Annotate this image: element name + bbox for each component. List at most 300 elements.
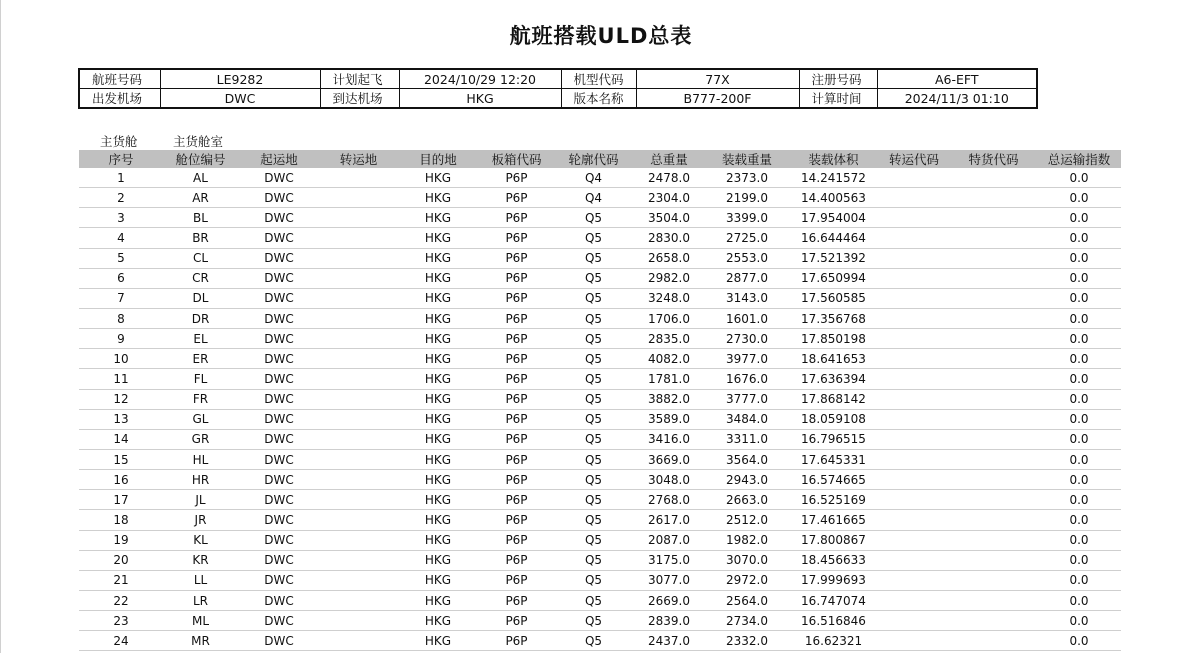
table-cell: 22 <box>79 590 163 610</box>
column-header: 总运输指数 <box>1037 150 1121 168</box>
table-row <box>79 329 1121 349</box>
column-header: 目的地 <box>397 150 479 168</box>
table-cell: HKG <box>397 208 479 228</box>
table-cell <box>950 228 1037 248</box>
table-cell: HKG <box>397 550 479 570</box>
table-cell: DR <box>163 308 238 328</box>
table-cell: Q5 <box>554 208 633 228</box>
table-cell: 0.0 <box>1037 409 1121 429</box>
section-label: 主货舱 <box>100 134 138 149</box>
table-cell: Q5 <box>554 308 633 328</box>
table-cell: 0.0 <box>1037 550 1121 570</box>
uld-table <box>79 150 1121 651</box>
table-cell: 0.0 <box>1037 329 1121 349</box>
table-cell: 16.747074 <box>789 590 878 610</box>
table-cell: 23 <box>79 611 163 631</box>
info-value: LE9282 <box>160 69 320 89</box>
info-label: 机型代码 <box>561 69 636 89</box>
table-cell: DWC <box>238 389 320 409</box>
table-cell: 2734.0 <box>705 611 789 631</box>
table-cell: 17.645331 <box>789 449 878 469</box>
table-cell: HKG <box>397 168 479 188</box>
info-value: 77X <box>636 69 799 89</box>
column-header: 总重量 <box>633 150 705 168</box>
table-cell <box>320 409 397 429</box>
table-cell: 20 <box>79 550 163 570</box>
table-cell <box>878 530 950 550</box>
table-cell <box>878 550 950 570</box>
table-cell <box>878 208 950 228</box>
table-cell <box>320 369 397 389</box>
table-cell <box>950 470 1037 490</box>
table-cell: 18.456633 <box>789 550 878 570</box>
table-cell: HKG <box>397 349 479 369</box>
table-cell: 2564.0 <box>705 590 789 610</box>
table-cell: CL <box>163 248 238 268</box>
table-cell <box>320 268 397 288</box>
table-cell: 13 <box>79 409 163 429</box>
table-cell: 0.0 <box>1037 268 1121 288</box>
table-row <box>79 248 1121 268</box>
table-cell: BR <box>163 228 238 248</box>
table-cell: DWC <box>238 550 320 570</box>
table-row <box>79 631 1121 651</box>
table-row <box>79 611 1121 631</box>
table-cell <box>950 449 1037 469</box>
table-cell <box>950 490 1037 510</box>
table-cell: FL <box>163 369 238 389</box>
table-cell: 17.999693 <box>789 570 878 590</box>
table-cell: 2 <box>79 188 163 208</box>
table-cell: 2663.0 <box>705 490 789 510</box>
table-cell: CR <box>163 268 238 288</box>
table-cell: DWC <box>238 188 320 208</box>
table-cell <box>878 490 950 510</box>
table-cell <box>320 168 397 188</box>
table-cell: HKG <box>397 611 479 631</box>
table-cell: 3143.0 <box>705 288 789 308</box>
table-cell <box>950 429 1037 449</box>
table-cell: 17.800867 <box>789 530 878 550</box>
table-cell: 1601.0 <box>705 308 789 328</box>
table-row <box>79 429 1121 449</box>
table-cell: Q5 <box>554 449 633 469</box>
table-cell: DWC <box>238 329 320 349</box>
table-row <box>79 369 1121 389</box>
table-cell: Q5 <box>554 631 633 651</box>
table-cell: HKG <box>397 188 479 208</box>
table-cell <box>878 308 950 328</box>
table-cell: Q4 <box>554 168 633 188</box>
table-cell: HKG <box>397 288 479 308</box>
section-sublabel: 主货舱室 <box>173 134 224 149</box>
table-cell: P6P <box>479 530 554 550</box>
table-cell: 3564.0 <box>705 449 789 469</box>
table-cell: DWC <box>238 470 320 490</box>
table-cell: P6P <box>479 550 554 570</box>
table-cell: 3977.0 <box>705 349 789 369</box>
table-cell: 17.521392 <box>789 248 878 268</box>
table-row <box>79 208 1121 228</box>
table-cell <box>950 248 1037 268</box>
table-cell: 0.0 <box>1037 369 1121 389</box>
info-value: 2024/10/29 12:20 <box>399 69 561 89</box>
table-cell: 2658.0 <box>633 248 705 268</box>
table-cell: DWC <box>238 369 320 389</box>
table-cell: 0.0 <box>1037 228 1121 248</box>
column-header: 装载重量 <box>705 150 789 168</box>
table-cell: P6P <box>479 168 554 188</box>
table-cell <box>320 288 397 308</box>
table-cell: DL <box>163 288 238 308</box>
table-cell: 2943.0 <box>705 470 789 490</box>
table-cell: P6P <box>479 490 554 510</box>
table-cell: 3416.0 <box>633 429 705 449</box>
table-cell: P6P <box>479 389 554 409</box>
table-cell: HKG <box>397 429 479 449</box>
table-cell: LL <box>163 570 238 590</box>
table-cell: P6P <box>479 409 554 429</box>
table-cell: 5 <box>79 248 163 268</box>
column-header: 板箱代码 <box>479 150 554 168</box>
table-cell: GR <box>163 429 238 449</box>
table-cell: Q5 <box>554 510 633 530</box>
table-cell: Q5 <box>554 409 633 429</box>
table-cell: DWC <box>238 429 320 449</box>
table-cell <box>878 590 950 610</box>
table-cell <box>320 449 397 469</box>
table-cell: DWC <box>238 349 320 369</box>
table-cell <box>878 429 950 449</box>
table-cell: 0.0 <box>1037 611 1121 631</box>
table-cell: Q5 <box>554 429 633 449</box>
table-row <box>79 308 1121 328</box>
table-cell: 3504.0 <box>633 208 705 228</box>
table-cell: 0.0 <box>1037 490 1121 510</box>
column-header: 特货代码 <box>950 150 1037 168</box>
table-cell: 3399.0 <box>705 208 789 228</box>
info-row <box>79 69 1037 89</box>
table-cell: AR <box>163 188 238 208</box>
table-cell: HKG <box>397 228 479 248</box>
table-cell: DWC <box>238 490 320 510</box>
table-cell: KR <box>163 550 238 570</box>
table-cell: 0.0 <box>1037 510 1121 530</box>
table-cell: KL <box>163 530 238 550</box>
table-row <box>79 288 1121 308</box>
table-cell: DWC <box>238 631 320 651</box>
table-cell: BL <box>163 208 238 228</box>
table-cell <box>320 188 397 208</box>
table-cell: P6P <box>479 248 554 268</box>
table-cell: 2478.0 <box>633 168 705 188</box>
table-cell <box>320 550 397 570</box>
info-value: HKG <box>399 89 561 109</box>
info-label: 版本名称 <box>561 89 636 109</box>
table-cell: 17.356768 <box>789 308 878 328</box>
table-cell: 1676.0 <box>705 369 789 389</box>
table-cell: 2437.0 <box>633 631 705 651</box>
table-cell: Q5 <box>554 329 633 349</box>
table-cell <box>950 611 1037 631</box>
table-cell <box>950 590 1037 610</box>
table-cell: LR <box>163 590 238 610</box>
table-row <box>79 228 1121 248</box>
table-cell: P6P <box>479 308 554 328</box>
table-cell <box>950 510 1037 530</box>
info-value: 2024/11/3 01:10 <box>877 89 1037 109</box>
table-cell: 17 <box>79 490 163 510</box>
table-cell: 17.650994 <box>789 268 878 288</box>
table-cell <box>320 349 397 369</box>
table-cell: 2835.0 <box>633 329 705 349</box>
table-row <box>79 188 1121 208</box>
table-row <box>79 490 1121 510</box>
table-cell <box>878 510 950 530</box>
table-row <box>79 449 1121 469</box>
table-cell: AL <box>163 168 238 188</box>
info-value: B777-200F <box>636 89 799 109</box>
table-cell: P6P <box>479 449 554 469</box>
table-cell <box>320 570 397 590</box>
table-cell: Q5 <box>554 389 633 409</box>
info-label: 航班号码 <box>79 69 160 89</box>
table-cell: HKG <box>397 470 479 490</box>
table-cell: DWC <box>238 611 320 631</box>
table-cell: 16.516846 <box>789 611 878 631</box>
table-cell <box>320 530 397 550</box>
table-cell: 0.0 <box>1037 288 1121 308</box>
column-header: 转运代码 <box>878 150 950 168</box>
table-cell: 10 <box>79 349 163 369</box>
table-cell: 2730.0 <box>705 329 789 349</box>
table-cell: 4082.0 <box>633 349 705 369</box>
table-cell: Q5 <box>554 590 633 610</box>
table-cell: 17.461665 <box>789 510 878 530</box>
table-cell: 16.574665 <box>789 470 878 490</box>
table-cell: 2087.0 <box>633 530 705 550</box>
table-cell: 16 <box>79 470 163 490</box>
table-cell <box>878 248 950 268</box>
table-cell: DWC <box>238 228 320 248</box>
table-cell: HKG <box>397 510 479 530</box>
table-cell: DWC <box>238 570 320 590</box>
table-cell <box>950 570 1037 590</box>
table-row <box>79 268 1121 288</box>
table-cell: DWC <box>238 208 320 228</box>
table-cell <box>320 329 397 349</box>
table-cell <box>320 631 397 651</box>
table-cell: HKG <box>397 590 479 610</box>
table-cell: 0.0 <box>1037 570 1121 590</box>
info-value: DWC <box>160 89 320 109</box>
table-cell <box>320 510 397 530</box>
info-row <box>79 89 1037 109</box>
table-cell <box>950 208 1037 228</box>
table-cell: EL <box>163 329 238 349</box>
table-cell: 3882.0 <box>633 389 705 409</box>
table-cell: DWC <box>238 409 320 429</box>
table-cell <box>878 329 950 349</box>
table-cell: 2669.0 <box>633 590 705 610</box>
info-label: 出发机场 <box>79 89 160 109</box>
table-cell <box>320 389 397 409</box>
table-cell: DWC <box>238 268 320 288</box>
table-cell: 0.0 <box>1037 470 1121 490</box>
table-header-row <box>79 150 1121 168</box>
table-cell <box>320 611 397 631</box>
table-cell: 2982.0 <box>633 268 705 288</box>
table-cell: P6P <box>479 268 554 288</box>
table-cell: DWC <box>238 308 320 328</box>
table-cell: Q5 <box>554 550 633 570</box>
table-cell: HKG <box>397 268 479 288</box>
table-cell: Q5 <box>554 349 633 369</box>
table-cell: 17.850198 <box>789 329 878 349</box>
table-cell: P6P <box>479 470 554 490</box>
table-cell: HKG <box>397 308 479 328</box>
table-cell <box>950 188 1037 208</box>
table-row <box>79 530 1121 550</box>
table-cell <box>950 530 1037 550</box>
column-header: 舱位编号 <box>163 150 238 168</box>
table-cell: DWC <box>238 449 320 469</box>
table-cell <box>950 550 1037 570</box>
table-cell: 7 <box>79 288 163 308</box>
table-cell: P6P <box>479 590 554 610</box>
table-cell: 0.0 <box>1037 449 1121 469</box>
table-cell: HL <box>163 449 238 469</box>
table-cell: 2830.0 <box>633 228 705 248</box>
table-cell <box>320 429 397 449</box>
table-cell <box>878 409 950 429</box>
table-cell: JR <box>163 510 238 530</box>
table-cell: P6P <box>479 631 554 651</box>
table-cell: 1706.0 <box>633 308 705 328</box>
table-cell <box>950 329 1037 349</box>
table-cell: P6P <box>479 329 554 349</box>
table-cell: 0.0 <box>1037 208 1121 228</box>
table-cell: 3777.0 <box>705 389 789 409</box>
table-cell: HR <box>163 470 238 490</box>
table-cell: P6P <box>479 611 554 631</box>
table-cell: 14.400563 <box>789 188 878 208</box>
column-header: 轮廓代码 <box>554 150 633 168</box>
table-cell <box>878 349 950 369</box>
table-cell: 17.636394 <box>789 369 878 389</box>
table-cell: HKG <box>397 530 479 550</box>
table-cell: Q5 <box>554 288 633 308</box>
table-cell: HKG <box>397 248 479 268</box>
table-cell: DWC <box>238 248 320 268</box>
info-label: 注册号码 <box>799 69 877 89</box>
table-cell <box>950 409 1037 429</box>
table-cell <box>950 349 1037 369</box>
table-cell: 0.0 <box>1037 590 1121 610</box>
table-cell <box>878 470 950 490</box>
table-cell: 24 <box>79 631 163 651</box>
table-cell: 11 <box>79 369 163 389</box>
table-cell: DWC <box>238 510 320 530</box>
table-cell <box>878 611 950 631</box>
table-cell: P6P <box>479 188 554 208</box>
table-cell: 16.525169 <box>789 490 878 510</box>
table-cell: P6P <box>479 288 554 308</box>
table-cell: 1781.0 <box>633 369 705 389</box>
table-cell <box>320 208 397 228</box>
table-row <box>79 570 1121 590</box>
column-header: 起运地 <box>238 150 320 168</box>
table-cell: P6P <box>479 510 554 530</box>
table-cell: 3589.0 <box>633 409 705 429</box>
table-cell: Q5 <box>554 248 633 268</box>
table-cell <box>320 470 397 490</box>
table-cell <box>950 168 1037 188</box>
table-cell: 1 <box>79 168 163 188</box>
table-row <box>79 510 1121 530</box>
table-cell: P6P <box>479 208 554 228</box>
table-cell <box>878 288 950 308</box>
table-row <box>79 470 1121 490</box>
table-cell: 6 <box>79 268 163 288</box>
table-cell: 2972.0 <box>705 570 789 590</box>
table-cell <box>950 631 1037 651</box>
table-cell <box>878 188 950 208</box>
table-cell: 8 <box>79 308 163 328</box>
table-cell: ML <box>163 611 238 631</box>
table-cell: 2839.0 <box>633 611 705 631</box>
table-cell: 15 <box>79 449 163 469</box>
table-cell: 3070.0 <box>705 550 789 570</box>
table-cell: 0.0 <box>1037 429 1121 449</box>
table-cell <box>950 369 1037 389</box>
table-cell <box>878 631 950 651</box>
table-cell: HKG <box>397 329 479 349</box>
info-label: 到达机场 <box>320 89 399 109</box>
table-cell <box>950 389 1037 409</box>
table-cell: 17.560585 <box>789 288 878 308</box>
table-cell: 14.241572 <box>789 168 878 188</box>
table-cell: ER <box>163 349 238 369</box>
table-cell: HKG <box>397 631 479 651</box>
table-cell <box>320 490 397 510</box>
table-cell: FR <box>163 389 238 409</box>
table-cell: 3248.0 <box>633 288 705 308</box>
table-cell: 12 <box>79 389 163 409</box>
table-cell: P6P <box>479 349 554 369</box>
table-cell: 4 <box>79 228 163 248</box>
table-cell: HKG <box>397 449 479 469</box>
info-value: A6-EFT <box>877 69 1037 89</box>
table-cell: P6P <box>479 369 554 389</box>
table-cell: 0.0 <box>1037 631 1121 651</box>
table-cell: Q4 <box>554 188 633 208</box>
table-row <box>79 409 1121 429</box>
table-cell: 3 <box>79 208 163 228</box>
table-cell: 0.0 <box>1037 389 1121 409</box>
table-cell <box>320 248 397 268</box>
table-cell: 2768.0 <box>633 490 705 510</box>
table-cell: 19 <box>79 530 163 550</box>
table-cell: 1982.0 <box>705 530 789 550</box>
table-cell: Q5 <box>554 490 633 510</box>
table-cell: Q5 <box>554 268 633 288</box>
table-cell <box>878 268 950 288</box>
table-row <box>79 168 1121 188</box>
table-cell: 2617.0 <box>633 510 705 530</box>
table-cell: 0.0 <box>1037 349 1121 369</box>
table-cell: 14 <box>79 429 163 449</box>
